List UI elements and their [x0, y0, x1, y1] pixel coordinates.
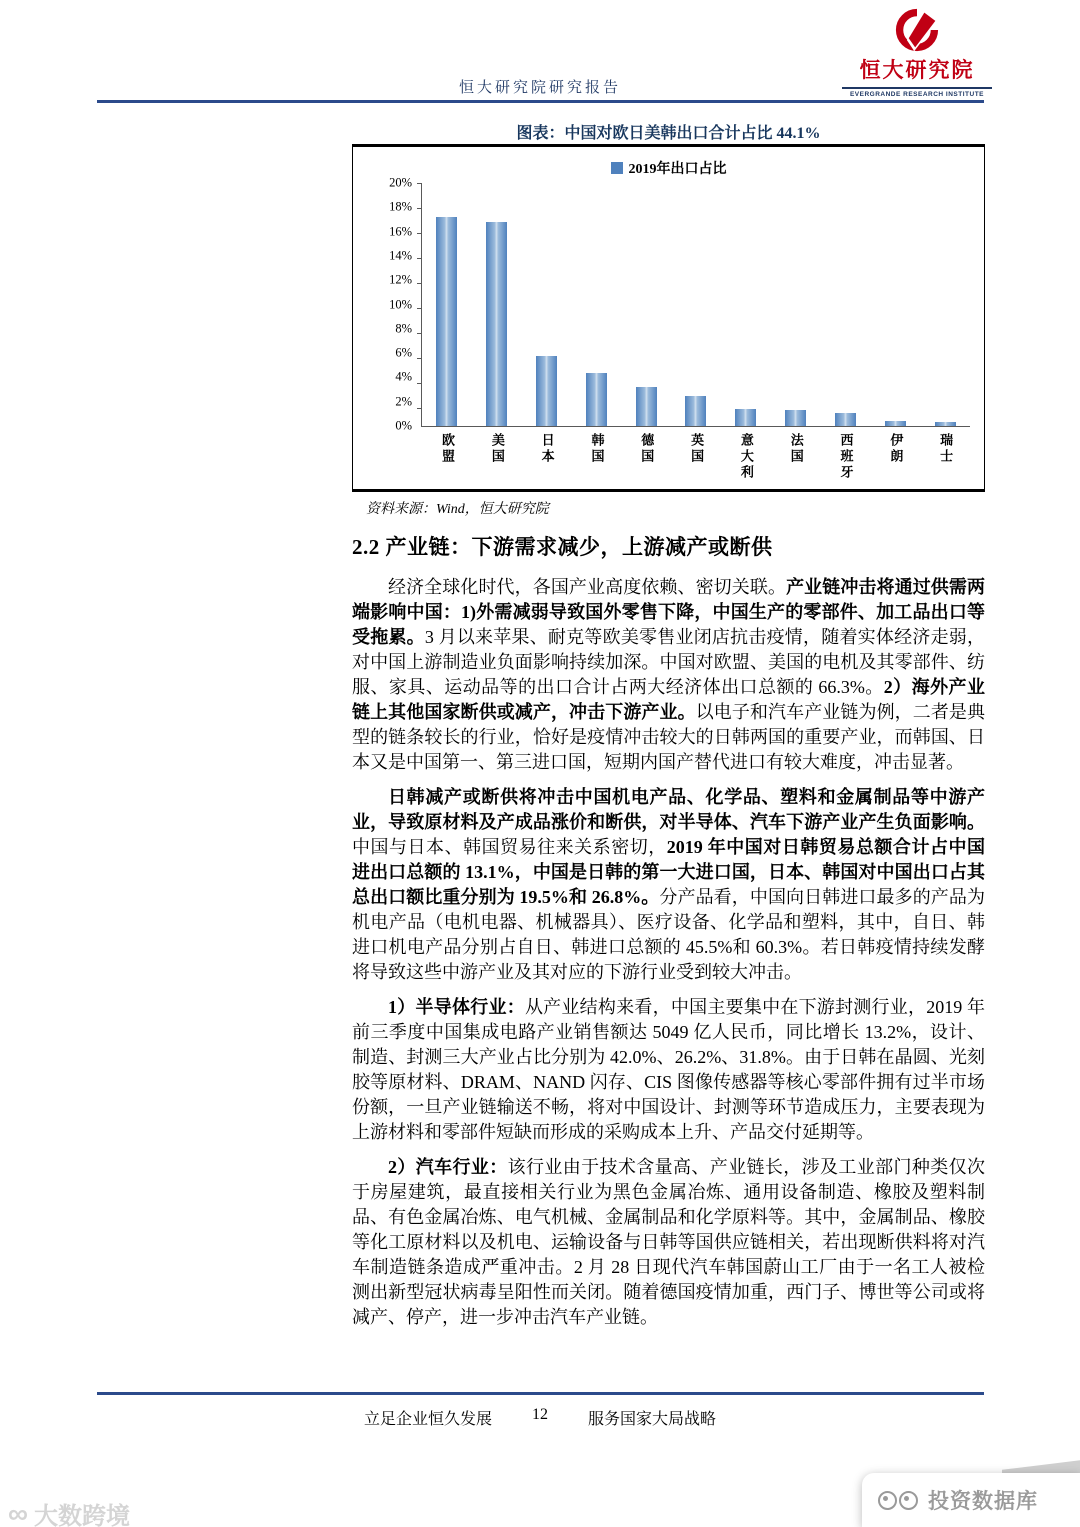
x-slot [472, 433, 522, 481]
bar [536, 356, 557, 426]
main-content [352, 531, 985, 1340]
bar-slot [621, 183, 671, 426]
logo [842, 8, 992, 98]
y-tick-label: 14% [389, 248, 412, 263]
footer-divider [97, 1392, 984, 1395]
y-tick-label: 0% [395, 418, 412, 433]
section-heading: 2.2 产业链：下游需求减少，上游减产或断供 [352, 535, 773, 559]
y-tick-label: 8% [395, 321, 412, 336]
footer-right-slogan: 服务国家大局战略 [588, 1411, 717, 1428]
bold-text: 2019 年中国对日韩贸易总额合计占中国进出口总额的 13.1%，中国是日韩的第一大进口国，日本、韩国对中国出口占其总出口额比重分别为 19.5%和 26.8%。 [352, 837, 985, 907]
eye-icon [878, 1491, 897, 1510]
page-number: 12 [532, 1406, 548, 1423]
bar [685, 396, 706, 426]
bar-slot [522, 183, 572, 426]
x-slot [671, 433, 721, 481]
watermark-bottom-right [862, 1473, 1080, 1527]
bar-slot [721, 183, 771, 426]
x-tick-label: 英国 [689, 433, 705, 465]
bars [422, 183, 970, 426]
eye-icon [899, 1491, 918, 1510]
x-tick-label: 西班牙 [838, 433, 854, 481]
chart-caption: 图表：中国对欧日美韩出口合计占比 44.1% [516, 125, 821, 142]
x-slot [920, 433, 970, 481]
x-tick-label: 德国 [639, 433, 655, 465]
bar [935, 422, 956, 426]
bar [636, 387, 657, 426]
x-tick-label: 意大利 [738, 433, 754, 481]
body-text: 从产业结构来看，中国主要集中在下游封测行业，2019 年前三季度中国集成电路产业销售额达 5049 亿人民币，同比增长 13.2%，设计、制造、封测三大产业占比分别为 42.0%、26.2%、31.8%。由于日韩在晶圆、光刻胶等原材料、DRAM、NAND 闪存、CIS 图像传感器等核心零部件拥有过半市场份额，一旦产业链输送不畅，将对中国设计、封测等环节造成压力，主要表现为上游材料和零部件短缺而形成的采购成本上升、产品交付延期等。 [352, 997, 985, 1142]
bar-slot [671, 183, 721, 426]
bar-slot [571, 183, 621, 426]
y-tick-label: 2% [395, 394, 412, 409]
bar-slot [771, 183, 821, 426]
chart-legend [353, 158, 984, 178]
bar [885, 421, 906, 426]
bold-text: 产业链冲击将通过供需两端影响中国：1)外需减弱导致国外零售下降，中国生产的零部件、加工品出口等受拖累。 [352, 577, 985, 647]
y-tick-label: 20% [389, 175, 412, 190]
y-tick-label: 18% [389, 199, 412, 214]
x-tick-label: 韩国 [589, 433, 605, 465]
body-text: 经济全球化时代，各国产业高度依赖、密切关联。 [388, 577, 787, 597]
bold-text: 2）海外产业链上其他国家断供或减产，冲击下游产业。 [352, 677, 985, 722]
x-tick-label: 瑞士 [938, 433, 954, 465]
x-tick-label: 伊朗 [888, 433, 904, 465]
chart-source: 资料来源：Wind，恒大研究院 [366, 502, 549, 517]
x-tick-label: 欧盟 [440, 433, 456, 465]
chart-plot [389, 175, 970, 481]
paragraphs [352, 575, 985, 1330]
header-divider [97, 100, 984, 103]
bar [785, 410, 806, 426]
x-slot [522, 433, 572, 481]
x-slot [771, 433, 821, 481]
body-text: 该行业由于技术含量高、产业链长，涉及工业部门种类仅次于房屋建筑，最直接相关行业为黑色金属冶炼、通用设备制造、橡胶及塑料制品、有色金属冶炼、电气机械、金属制品和化学原料等。其中，金属制品、橡胶等化工原材料以及机电、运输设备与日韩等国供应链相关，若出现断供料将对汽车制造链条造成严重冲击。2 月 28 日现代汽车韩国蔚山工厂由于一名工人被检测出新型冠状病毒呈阳性而关闭。随着德国疫情加重，西门子、博世等公司或将减产、停产，进一步冲击汽车产业链。 [352, 1157, 985, 1327]
infinity-icon: ∞ [8, 1497, 28, 1527]
logo-subtitle: EVERGRANDE RESEARCH INSTITUTE [842, 87, 992, 98]
bar-slot [821, 183, 871, 426]
x-slot [721, 433, 771, 481]
report-header-title: 恒大研究院研究报告 [458, 80, 621, 96]
y-tick-label: 16% [389, 224, 412, 239]
bar [436, 217, 457, 426]
bar [486, 222, 507, 426]
footer-left-slogan: 立足企业恒久发展 [363, 1411, 492, 1428]
bar-slot [472, 183, 522, 426]
x-slot [621, 433, 671, 481]
y-axis-labels [364, 175, 422, 433]
x-slot [422, 433, 472, 481]
watermark-bottom-left [8, 1496, 130, 1527]
bold-text: 日韩减产或断供将冲击中国机电产品、化学品、塑料和金属制品等中游产业，导致原材料及产成品涨价和断供，对半导体、汽车下游产业产生负面影响。 [352, 787, 985, 832]
body-text: 3 月以来苹果、耐克等欧美零售业闭店抗击疫情，随着实体经济走弱，对中国上游制造业负面影响持续加深。中国对欧盟、美国的电机及其零部件、纺服、家具、运动品等的出口合计占两大经济体出口总额的 66.3%。 [352, 627, 986, 697]
x-axis-labels [422, 433, 970, 481]
y-tick-label: 12% [389, 272, 412, 287]
x-slot [821, 433, 871, 481]
evergrande-logo-icon [895, 8, 939, 52]
x-slot [571, 433, 621, 481]
bold-text: 2）汽车行业： [388, 1157, 508, 1177]
legend-swatch [611, 162, 623, 174]
y-tick-label: 4% [395, 369, 412, 384]
body-text: 以电子和汽车产业链为例，二者是典型的链条较长的行业，恰好是疫情冲击较大的日韩两国的重要产业，而韩国、日本又是中国第一、第三进口国，短期内国产替代进口有较大难度，冲击显著。 [352, 702, 986, 772]
eyes-icon [878, 1491, 918, 1510]
x-slot [870, 433, 920, 481]
bar [735, 409, 756, 426]
y-tick-label: 10% [389, 297, 412, 311]
bar-slot [422, 183, 472, 426]
export-share-chart [352, 144, 985, 492]
footer [0, 1406, 1080, 1429]
watermark-right-label: 投资数据库 [928, 1490, 1038, 1513]
bar-slot [920, 183, 970, 426]
bar [586, 373, 607, 426]
legend-label: 2019年出口占比 [628, 162, 727, 177]
paragraph [352, 995, 985, 1145]
paragraph [352, 785, 985, 985]
logo-name: 恒大研究院 [859, 59, 975, 82]
x-tick-label: 法国 [788, 433, 804, 465]
x-tick-label: 日本 [539, 433, 555, 465]
body-text: 中国与日本、韩国贸易往来关系密切， [352, 837, 667, 857]
watermark-left-label: 大数跨境 [33, 1503, 130, 1527]
bold-text: 1）半导体行业： [388, 997, 525, 1017]
paragraph [352, 1155, 985, 1330]
x-tick-label: 美国 [489, 433, 505, 465]
body-text: 分产品看，中国向日韩进口最多的产品为机电产品（电机电器、机械器具）、医疗设备、化学品和塑料，其中，自日、韩进口机电产品分别占自日、韩进口总额的 45.5%和 60.3%。若日韩疫情持续发酵将导致这些中游产业及其对应的下游行业受到较大冲击。 [352, 887, 985, 982]
y-tick-label: 6% [395, 345, 412, 360]
paragraph [352, 575, 985, 775]
bar-slot [870, 183, 920, 426]
bar [835, 413, 856, 426]
